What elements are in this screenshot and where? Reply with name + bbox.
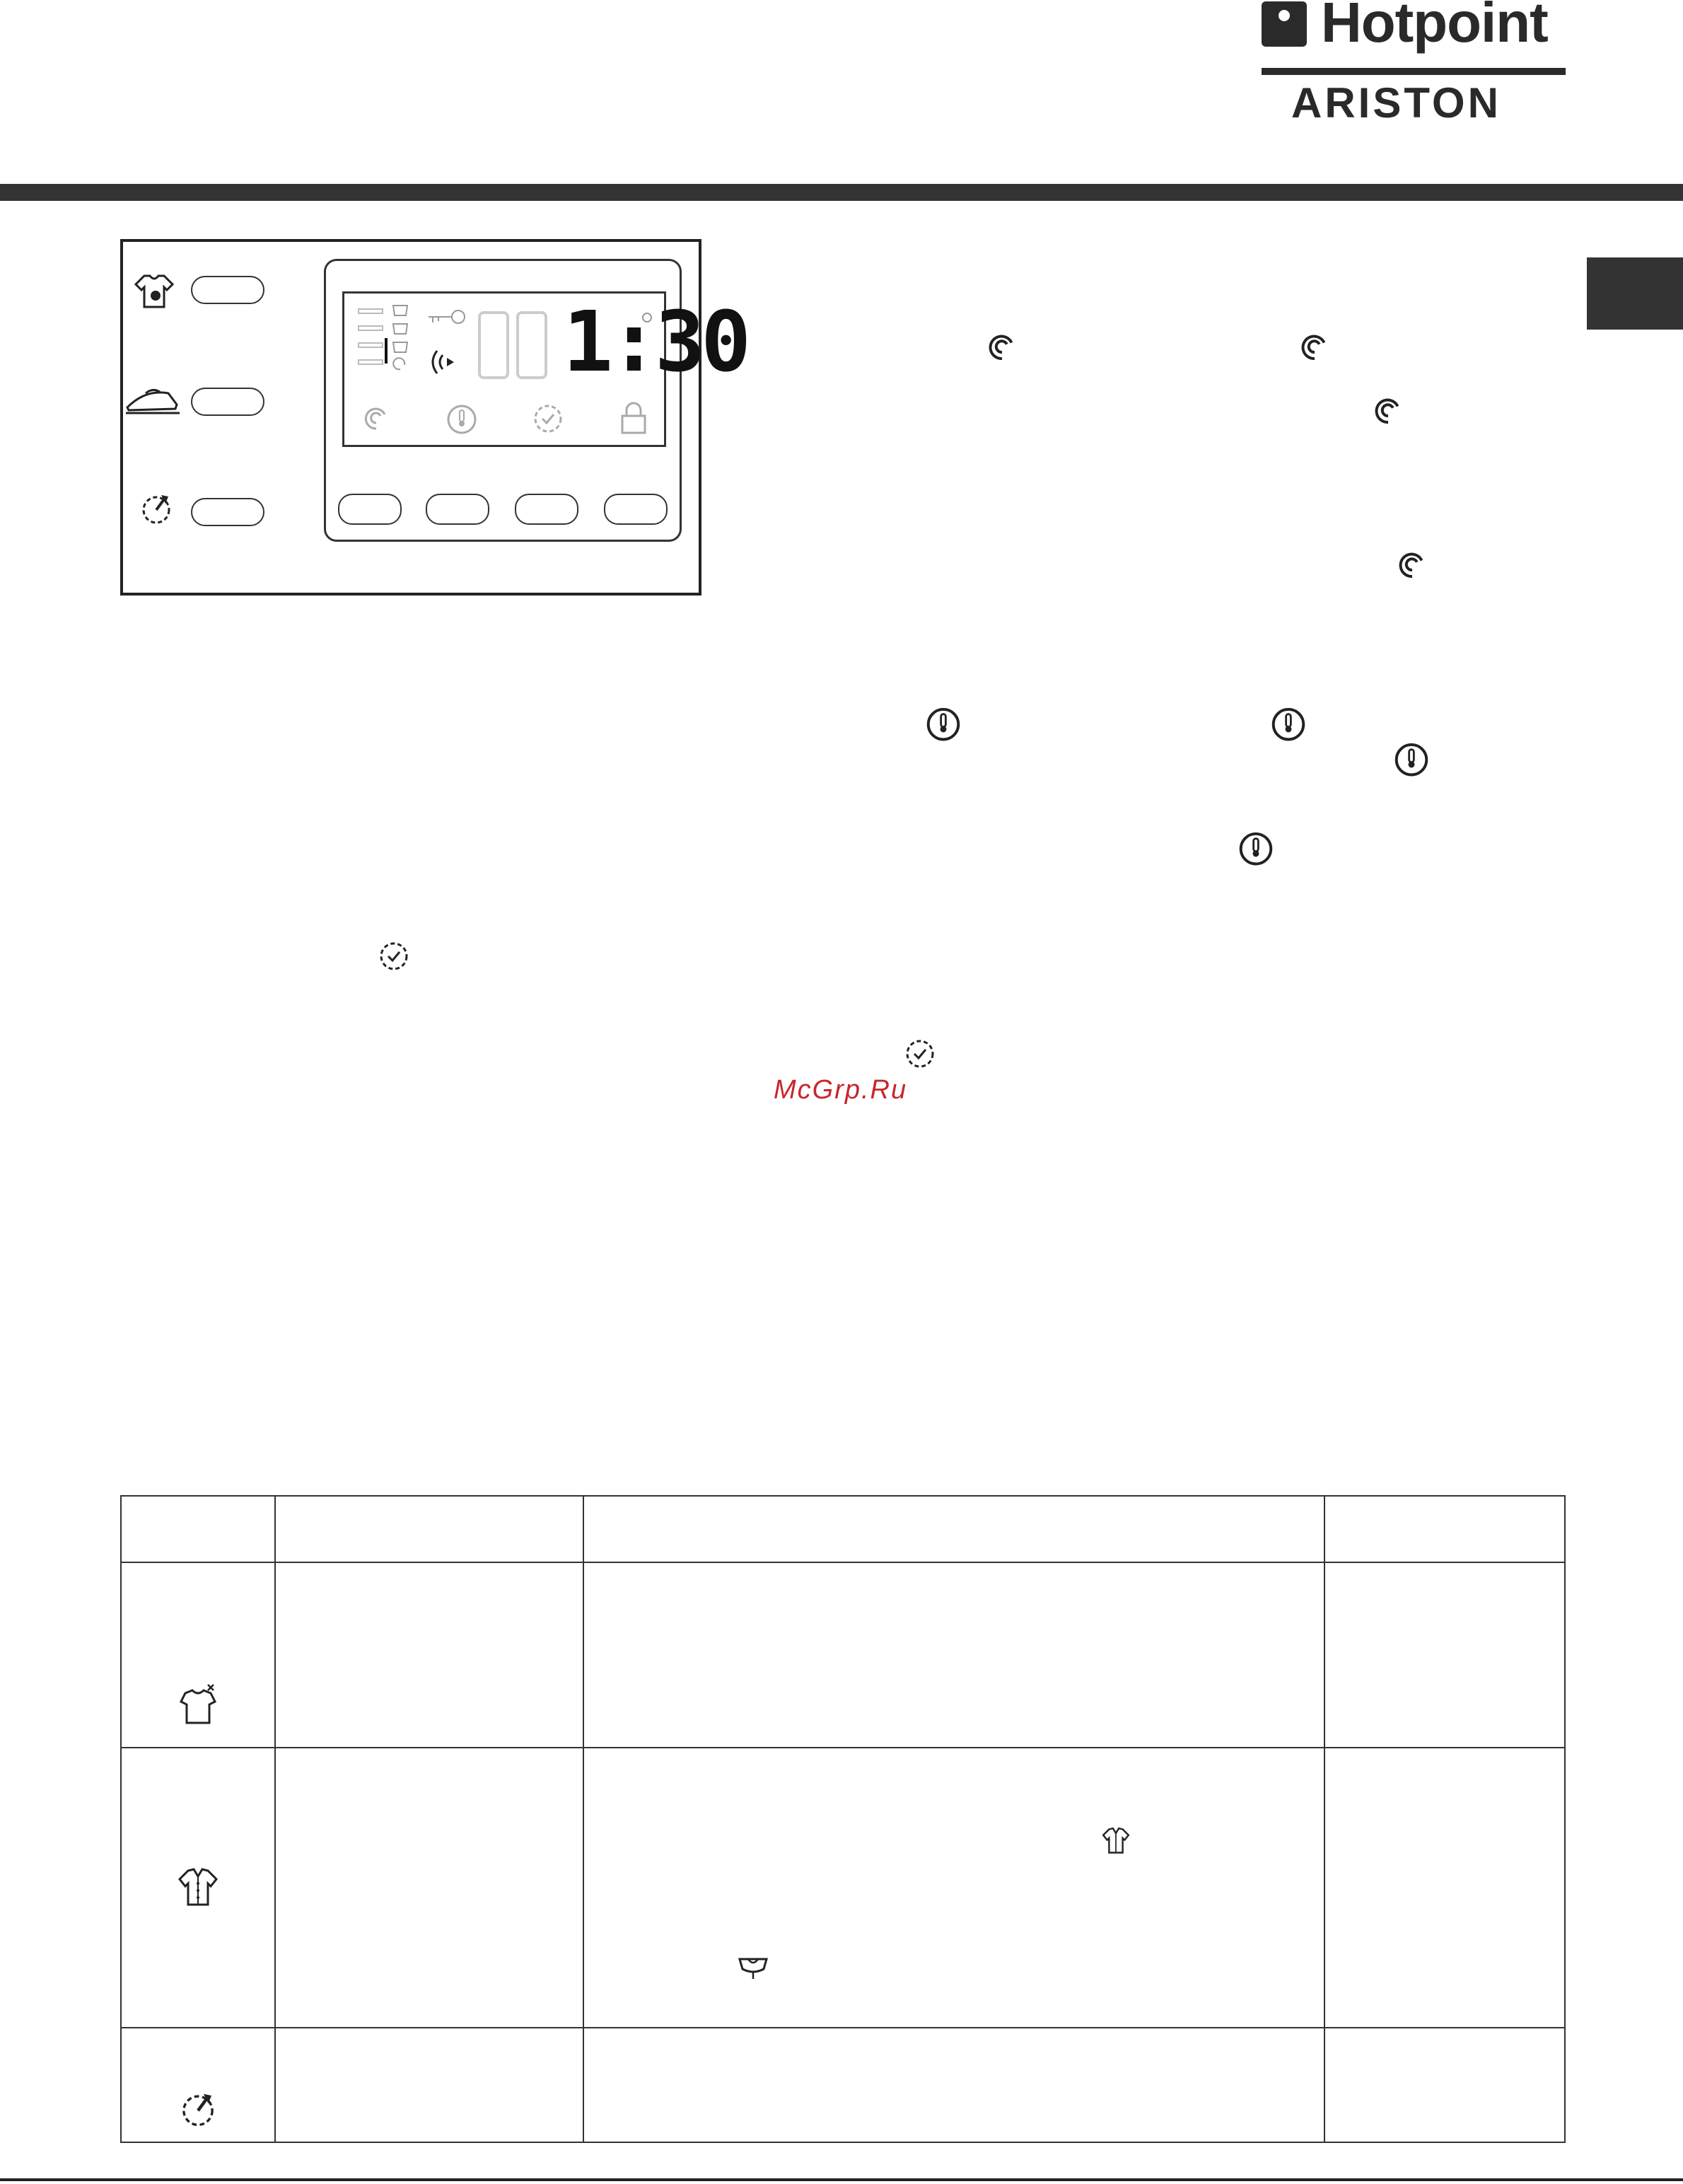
- table-cell: [121, 1562, 275, 1748]
- brand-name-bottom: ARISTON: [1291, 79, 1501, 127]
- table-row: [121, 1748, 1565, 2028]
- spin-icon: [361, 400, 392, 434]
- temperature-icon: [444, 400, 479, 436]
- table-cell: [275, 1496, 583, 1562]
- delay-timer-icon: [178, 2089, 218, 2129]
- options-table: [120, 1495, 1566, 2143]
- temperature-icon: [1269, 703, 1308, 743]
- shirt-icon: [1100, 1826, 1131, 1856]
- table-cell: [583, 1748, 1324, 2028]
- degree-indicator: [642, 313, 652, 323]
- watermark-text: McGrp.Ru: [774, 1075, 908, 1105]
- table-cell: [583, 1562, 1324, 1748]
- table-cell: [583, 1496, 1324, 1562]
- footer-rule: [0, 2178, 1683, 2181]
- table-cell: [275, 1748, 583, 2028]
- stain-shirt-icon: [134, 273, 174, 310]
- table-cell: [583, 2028, 1324, 2142]
- brand-logo-mark: [1262, 1, 1307, 47]
- spin-icon: [984, 327, 1020, 365]
- key-icon: [426, 308, 467, 325]
- active-phase-marker: [385, 338, 388, 364]
- brand-divider: [1262, 68, 1566, 75]
- phase-bar: [358, 359, 383, 365]
- phase-bar: [358, 325, 383, 331]
- easy-iron-button[interactable]: [191, 388, 264, 416]
- table-row: [121, 1562, 1565, 1748]
- option-button-4[interactable]: [604, 494, 668, 525]
- delay-timer-icon: [902, 1035, 938, 1071]
- temperature-icon: [1392, 738, 1431, 778]
- easy-iron-icon: [124, 386, 181, 416]
- table-cell: [121, 1748, 275, 2028]
- table-header-row: [121, 1496, 1565, 1562]
- spin-icon: [1394, 545, 1430, 583]
- table-cell: [275, 2028, 583, 2142]
- delay-timer-icon: [139, 491, 174, 526]
- shirt-icon: [175, 1866, 221, 1909]
- phase-bar: [358, 308, 383, 314]
- phase-bar: [358, 342, 383, 348]
- delay-timer-button[interactable]: [191, 498, 264, 526]
- lock-icon: [618, 400, 649, 436]
- table-cell: [1324, 1496, 1565, 1562]
- spin-icon: [1370, 390, 1406, 429]
- table-cell: [1324, 1748, 1565, 2028]
- spin-icon: [1297, 327, 1332, 365]
- table-cell: [275, 1562, 583, 1748]
- option-button-2[interactable]: [426, 494, 489, 525]
- option-button-1[interactable]: [338, 494, 402, 525]
- wash-phase-icon: [390, 301, 410, 372]
- silk-icon: [737, 1953, 769, 1982]
- table-cell: [1324, 1562, 1565, 1748]
- delay-timer-icon: [376, 938, 412, 973]
- display-time: 1:30: [563, 293, 747, 390]
- sound-icon: [427, 347, 457, 378]
- brand-name-top: Hotpoint: [1321, 0, 1548, 54]
- stain-button[interactable]: [191, 276, 264, 304]
- header-bar: [0, 184, 1683, 201]
- table-cell: [1324, 2028, 1565, 2142]
- option-button-3[interactable]: [515, 494, 578, 525]
- stain-shirt-icon: [175, 1682, 221, 1727]
- display-digit-off: [516, 311, 547, 379]
- display-digit-off: [478, 311, 509, 379]
- table-row: [121, 2028, 1565, 2142]
- temperature-icon: [924, 703, 963, 743]
- language-side-tab: [1587, 257, 1683, 330]
- delay-timer-icon: [530, 400, 566, 436]
- table-cell: [121, 1496, 275, 1562]
- temperature-icon: [1236, 827, 1276, 867]
- table-cell: [121, 2028, 275, 2142]
